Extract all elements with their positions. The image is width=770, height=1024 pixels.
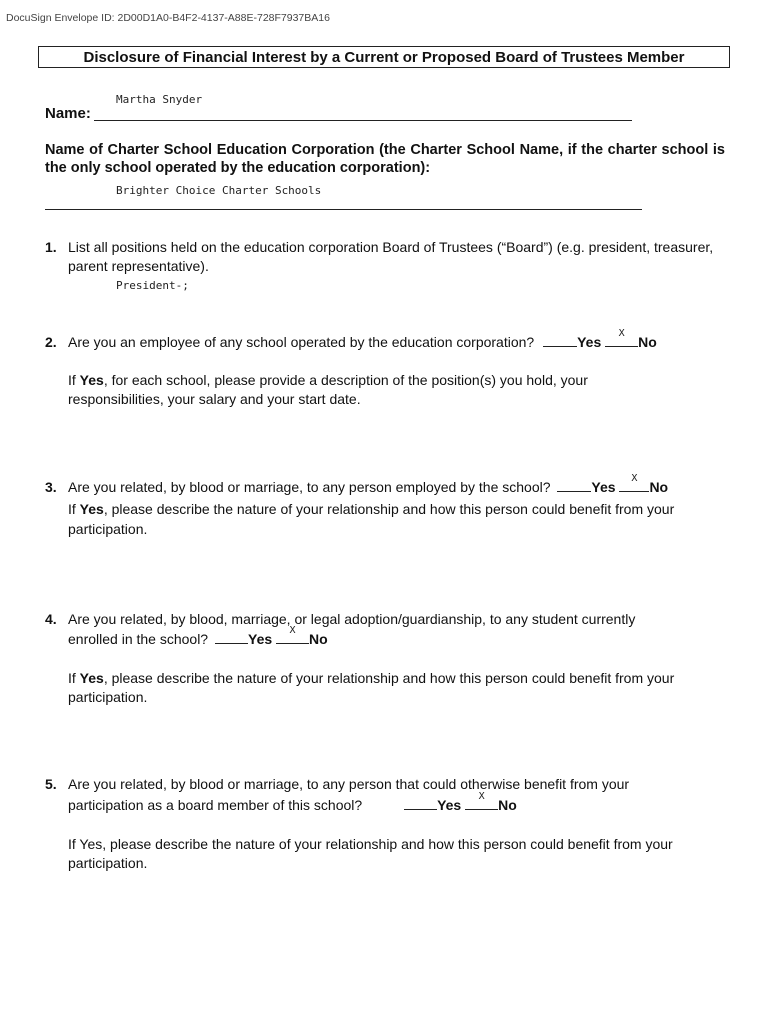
q4-no-mark: X <box>289 625 296 636</box>
q2-no-label: No <box>638 334 657 350</box>
q5-no-mark: X <box>478 791 485 802</box>
q4-question <box>68 625 328 649</box>
q3-yes-label: Yes <box>591 479 616 495</box>
q3-text: Are you related, by blood or marriage, to any person employed by the school? <box>68 479 551 495</box>
envelope-id: DocuSign Envelope ID: 2D00D1A0-B4F2-4137-A88E-728F7937BA16 <box>6 12 330 24</box>
q2-yes-label: Yes <box>577 334 602 350</box>
q5-question <box>68 791 517 815</box>
q1-text: List all positions held on the education corporation Board of Trustees (“Board”) (e.g. president, treasurer, parent representative). <box>68 239 714 274</box>
q4-no-label: No <box>309 631 328 647</box>
q3-no-blank[interactable] <box>619 473 649 492</box>
q4-followup: If Yes, please describe the nature of your relationship and how this person could benefit from your participation. <box>68 670 675 705</box>
q3-question <box>68 473 669 497</box>
q2-text: Are you an employee of any school operated by the education corporation? <box>68 334 535 350</box>
q4-yes-blank[interactable] <box>215 630 248 644</box>
q5-followup: If Yes, please describe the nature of your relationship and how this person could benefit from your participation. <box>68 836 673 871</box>
q5-yes-blank[interactable] <box>404 796 437 810</box>
q5-number: 5. <box>45 776 57 792</box>
q2-no-mark: X <box>618 328 625 339</box>
name-label: Name: <box>45 105 91 122</box>
form-title: Disclosure of Financial Interest by a Current or Proposed Board of Trustees Member <box>38 46 730 68</box>
corporation-value[interactable]: Brighter Choice Charter Schools <box>116 184 322 197</box>
corporation-label: Name of Charter School Education Corporation (the Charter School Name, if the charter school is the only school operated by the education corporation): <box>45 142 725 176</box>
q5-no-label: No <box>498 797 517 813</box>
q5-text-line2: participation as a board member of this school? <box>68 797 363 813</box>
name-value[interactable]: Martha Snyder <box>116 93 203 106</box>
q3-no-mark: X <box>631 473 638 484</box>
q3-followup: If Yes, please describe the nature of your relationship and how this person could benefit from your participation. <box>68 501 675 537</box>
q5-no-blank[interactable] <box>465 791 498 810</box>
q5-yes-label: Yes <box>437 797 462 813</box>
q2-no-blank[interactable] <box>605 328 638 347</box>
q4-text-line2: enrolled in the school? <box>68 631 209 647</box>
name-line <box>94 120 632 121</box>
q5-text-line1: Are you related, by blood or marriage, to any person that could otherwise benefit from your <box>68 776 630 792</box>
q3-yes-blank[interactable] <box>557 478 591 492</box>
q4-yes-label: Yes <box>248 631 273 647</box>
q2-question <box>68 328 657 352</box>
q3-number: 3. <box>45 479 57 495</box>
q2-number: 2. <box>45 334 57 350</box>
q3-no-label: No <box>649 479 669 495</box>
q2-yes-blank[interactable] <box>543 333 577 347</box>
q1-answer[interactable]: President-; <box>116 279 189 292</box>
q4-text-line1: Are you related, by blood, marriage, or legal adoption/guardianship, to any student currently <box>68 611 636 627</box>
q2-followup: If Yes, for each school, please provide a description of the position(s) you hold, your responsibilities, your salary and your start date. <box>68 372 588 407</box>
q4-no-blank[interactable] <box>276 625 309 644</box>
corporation-line <box>45 209 642 210</box>
q4-number: 4. <box>45 611 57 627</box>
q1-number: 1. <box>45 239 57 255</box>
